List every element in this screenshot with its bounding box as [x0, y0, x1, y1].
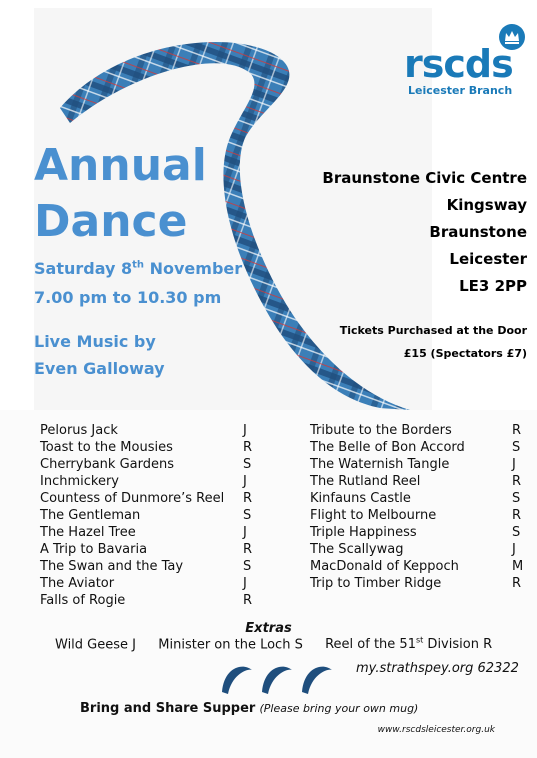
event-time: 7.00 pm to 10.30 pm: [34, 288, 222, 307]
dance-list-item: [40, 439, 255, 456]
dance-name: The Swan and the Tay: [40, 559, 184, 574]
dance-name: The Rutland Reel: [310, 474, 421, 489]
event-title-line2: Dance: [34, 196, 188, 247]
rscds-logo: [404, 22, 529, 102]
dance-type: R: [512, 508, 522, 523]
supper-note: [80, 701, 418, 716]
dance-list-item: [40, 575, 255, 592]
dance-list-left: [40, 422, 255, 609]
venue-line3: Braunstone: [429, 223, 527, 241]
dance-name: Inchmickery: [40, 474, 119, 489]
dance-list-item: [40, 541, 255, 558]
logo-wordmark: rscds: [404, 42, 513, 86]
dance-name: The Hazel Tree: [40, 525, 136, 540]
supper-title: Bring and Share Supper: [80, 701, 256, 716]
strathspey-reference: my.strathspey.org 62322: [356, 661, 519, 676]
dance-type: J: [243, 525, 247, 540]
extra-item: [325, 637, 492, 652]
dance-name: Trip to Timber Ridge: [310, 576, 442, 591]
venue-line1: Braunstone Civic Centre: [322, 169, 527, 187]
dance-list-right: [310, 422, 525, 592]
dance-list-item: [40, 422, 255, 439]
dance-list-item: [310, 439, 525, 456]
venue-line2: Kingsway: [446, 196, 527, 214]
dance-list-item: [40, 456, 255, 473]
dance-name: Kinfauns Castle: [310, 491, 411, 506]
supper-note-detail: (Please bring your own mug): [259, 702, 419, 715]
dance-name: Countess of Dunmore’s Reel: [40, 491, 225, 506]
music-line1: Live Music by: [34, 332, 156, 351]
dance-name: The Belle of Bon Accord: [310, 440, 465, 455]
dance-list-item: [40, 490, 255, 507]
extra-item-text: Reel of the 51: [325, 637, 416, 653]
dance-list-item: [310, 575, 525, 592]
dance-list-item: [310, 541, 525, 558]
extra-item-text: Division R: [423, 637, 493, 653]
dance-type: R: [512, 423, 522, 438]
dance-list-item: [310, 473, 525, 490]
dance-name: The Aviator: [40, 576, 115, 591]
event-title-line1: Annual: [34, 140, 207, 191]
dance-name: Falls of Rogie: [40, 593, 126, 608]
logo-subtitle: Leicester Branch: [408, 84, 513, 97]
venue-line4: Leicester: [449, 250, 527, 268]
dance-type: S: [243, 508, 252, 523]
extras-list: [55, 636, 492, 652]
dance-name: The Scallywag: [310, 542, 404, 557]
tickets-price: £15 (Spectators £7): [403, 347, 527, 360]
dance-type: R: [243, 593, 253, 608]
dance-type: M: [512, 559, 524, 574]
dance-name: Triple Happiness: [310, 525, 417, 540]
dance-name: Flight to Melbourne: [310, 508, 437, 523]
wave-ornament-icon: [218, 660, 338, 698]
dance-name: MacDonald of Keppoch: [310, 559, 459, 574]
dance-type: J: [512, 542, 516, 557]
event-date: [34, 259, 242, 278]
dance-list-item: [310, 422, 525, 439]
website-link[interactable]: www.rscdsleicester.org.uk: [377, 725, 495, 735]
dance-list-item: [40, 524, 255, 541]
date-suffix: th: [132, 259, 145, 271]
dance-name: A Trip to Bavaria: [40, 542, 148, 557]
venue-postcode: LE3 2PP: [459, 277, 527, 295]
tickets-line1: Tickets Purchased at the Door: [339, 324, 527, 337]
date-month: November: [144, 259, 243, 278]
dance-type: R: [243, 440, 253, 455]
dance-list-item: [40, 592, 255, 609]
dance-name: Tribute to the Borders: [310, 423, 452, 438]
dance-list-item: [310, 456, 525, 473]
dance-type: S: [243, 559, 252, 574]
dance-type: S: [512, 440, 521, 455]
extra-item-suffix: st: [415, 636, 424, 645]
dance-type: J: [243, 576, 247, 591]
dance-type: J: [243, 423, 247, 438]
date-text: Saturday 8: [34, 259, 133, 278]
dance-name: Toast to the Mousies: [40, 440, 173, 455]
dance-name: The Gentleman: [40, 508, 141, 523]
dance-type: S: [243, 457, 252, 472]
dance-type: J: [243, 474, 247, 489]
dance-type: R: [243, 491, 253, 506]
music-line2: Even Galloway: [34, 359, 165, 378]
dance-list-item: [40, 558, 255, 575]
dance-name: Cherrybank Gardens: [40, 457, 175, 472]
dance-type: J: [512, 457, 516, 472]
extra-item: Minister on the Loch S: [158, 637, 303, 653]
dance-name: The Waternish Tangle: [310, 457, 450, 472]
dance-type: R: [512, 576, 522, 591]
dance-list-item: [310, 490, 525, 507]
extra-item: Wild Geese J: [55, 637, 136, 653]
dance-list-item: [310, 524, 525, 541]
dance-list-item: [40, 507, 255, 524]
dance-type: R: [512, 474, 522, 489]
dance-list-item: [310, 558, 525, 575]
dance-type: S: [512, 491, 521, 506]
dance-list-item: [310, 507, 525, 524]
dance-name: Pelorus Jack: [40, 423, 118, 438]
extras-heading: Extras: [245, 621, 292, 636]
dance-type: S: [512, 525, 521, 540]
dance-list-item: [40, 473, 255, 490]
dance-type: R: [243, 542, 253, 557]
